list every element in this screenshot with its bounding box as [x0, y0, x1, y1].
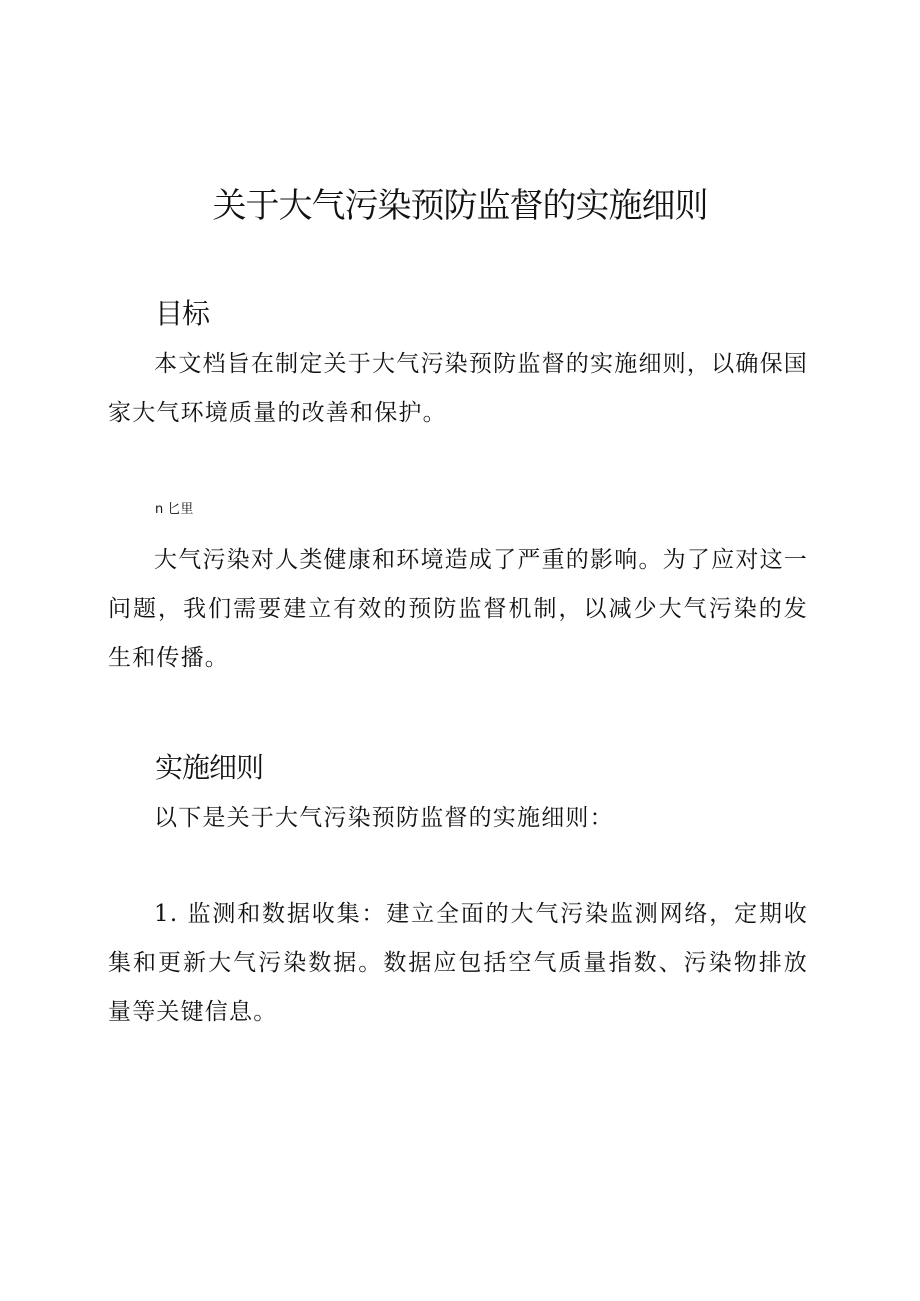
implementation-item-1-paragraph: 1. 监测和数据收集：建立全面的大气污染监测网络，定期收集和更新大气污染数据。数据应包括空气质量指数、污染物排放量等关键信息。	[108, 901, 808, 1025]
section-heading-goal: 目标	[155, 297, 210, 330]
document-title: 关于大气污染预防监督的实施细则	[212, 186, 708, 226]
goal-paragraph: 本文档旨在制定关于大气污染预防监督的实施细则，以确保国家大气环境质量的改善和保护。	[108, 351, 808, 426]
section-heading-background: n 匕里	[155, 502, 194, 517]
background-paragraph: 大气污染对人类健康和环境造成了严重的影响。为了应对这一问题，我们需要建立有效的预防监督机制，以减少大气污染的发生和传播。	[108, 547, 808, 671]
section-heading-implementation: 实施细则	[155, 751, 264, 784]
implementation-intro-paragraph: 以下是关于大气污染预防监督的实施细则：	[154, 805, 614, 831]
